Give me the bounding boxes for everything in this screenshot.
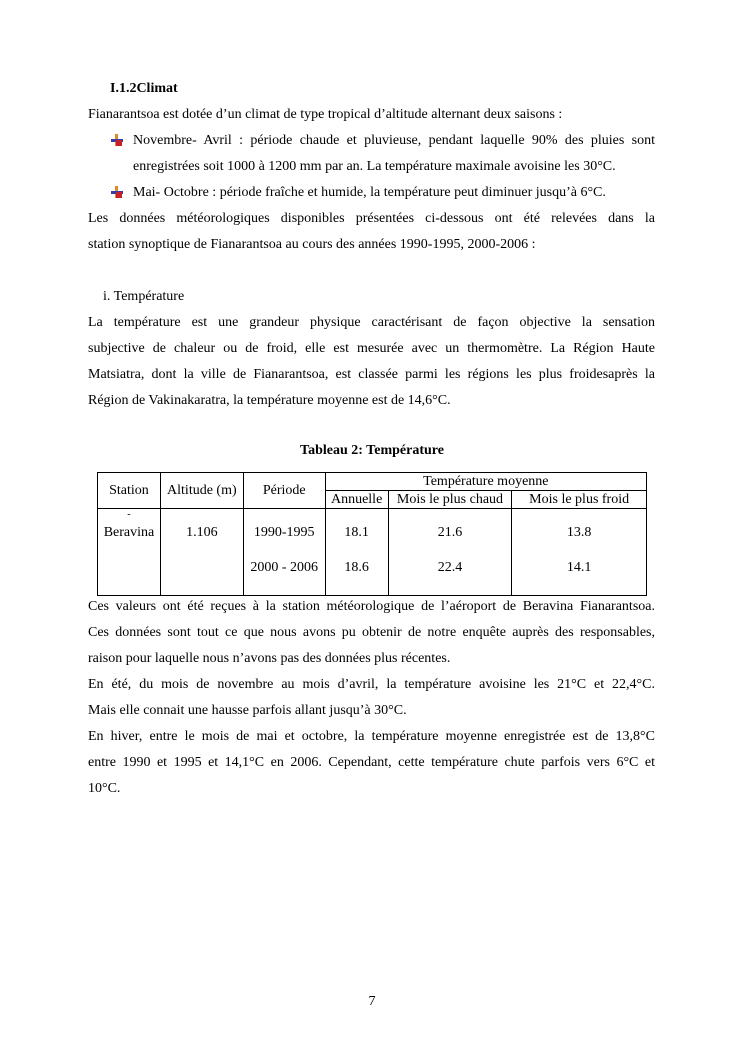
periode-row-2: 2000 - 2006 (250, 560, 319, 575)
paragraph-1-line-2: station synoptique de Fianarantsoa au cours des années 1990-1995, 2000-2006 : (88, 237, 536, 252)
header-annuelle: Annuelle (325, 491, 388, 509)
periode-row-1: 1990-1995 (253, 525, 315, 540)
header-periode: Période (243, 473, 325, 509)
paragraph-3-line-1: Ces valeurs ont été reçues à la station météorologique de l’aéroport de Beravina Fianarantsoa. (88, 599, 655, 614)
subheading-temperature: i. Température (103, 289, 185, 304)
station-mark: - (127, 509, 131, 520)
bullet-1-line-1: Novembre- Avril : période chaude et pluvieuse, pendant laquelle 90% des pluies sont (133, 133, 655, 148)
froid-cell (512, 509, 647, 596)
bullet-1-line-2: enregistrées soit 1000 à 1200 mm par an. La température maximale avoisine les 30°C. (133, 159, 616, 174)
temperature-table (97, 472, 647, 596)
chaud-row-1: 21.6 (437, 525, 463, 540)
paragraph-4-line-2: Mais elle connait une hausse parfois allant jusqu’à 30°C. (88, 703, 407, 718)
page-number: 7 (368, 994, 376, 1009)
station-cell (98, 509, 161, 596)
paragraph-3-line-3: raison pour laquelle nous n’avons pas des données plus récentes. (88, 651, 451, 666)
altitude-value: 1.106 (186, 525, 218, 540)
paragraph-2-line-3: Matsiatra, dont la ville de Fianarantsoa, est classée parmi les régions les plus froidesaprès la (88, 367, 655, 382)
paragraph-5-line-1: En hiver, entre le mois de mai et octobre, la température moyenne enregistrée est de 13,8°C (88, 729, 655, 744)
paragraph-5-line-2: entre 1990 et 1995 et 14,1°C en 2006. Cependant, cette température chute parfois vers 6°C et (88, 755, 655, 770)
annuelle-row-1: 18.1 (344, 525, 369, 540)
froid-row-1: 13.8 (566, 525, 592, 540)
paragraph-4-line-1: En été, du mois de novembre au mois d’avril, la température avoisine les 21°C et 22,4°C. (88, 677, 655, 692)
altitude-cell (160, 509, 243, 596)
annuelle-cell (325, 509, 388, 596)
froid-row-2: 14.1 (566, 560, 592, 575)
paragraph-3-line-2: Ces données sont tout ce que nous avons pu obtenir de notre enquête auprès des responsables, (88, 625, 655, 640)
annuelle-row-2: 18.6 (344, 560, 369, 575)
paragraph-2-line-2: subjective de chaleur ou de froid, elle est mesurée avec un thermomètre. La Région Haute (88, 341, 655, 356)
header-mois-froid: Mois le plus froid (512, 491, 647, 509)
intro-paragraph: Fianarantsoa est dotée d’un climat de type tropical d’altitude alternant deux saisons : (88, 107, 563, 122)
station-name: Beravina (103, 525, 155, 540)
header-mois-chaud: Mois le plus chaud (388, 491, 512, 509)
header-temperature-moyenne: Température moyenne (325, 473, 646, 491)
section-heading: I.1.2Climat (110, 81, 178, 96)
periode-cell (243, 509, 325, 596)
paragraph-2-line-4: Région de Vakinakaratra, la température moyenne est de 14,6°C. (88, 393, 451, 408)
chaud-cell (388, 509, 512, 596)
bullet-2-line-1: Mai- Octobre : période fraîche et humide, la température peut diminuer jusqu’à 6°C. (133, 185, 606, 200)
chaud-row-2: 22.4 (437, 560, 463, 575)
paragraph-5-line-3: 10°C. (88, 781, 121, 796)
bullet-icon (111, 186, 123, 198)
paragraph-1-line-1: Les données météorologiques disponibles présentées ci-dessous ont été relevées dans la (88, 211, 655, 226)
paragraph-2-line-1: La température est une grandeur physique caractérisant de façon objective la sensation (88, 315, 655, 330)
header-altitude: Altitude (m) (160, 473, 243, 509)
header-station: Station (98, 473, 161, 509)
bullet-icon (111, 134, 123, 146)
table-caption: Tableau 2: Température (300, 443, 444, 458)
